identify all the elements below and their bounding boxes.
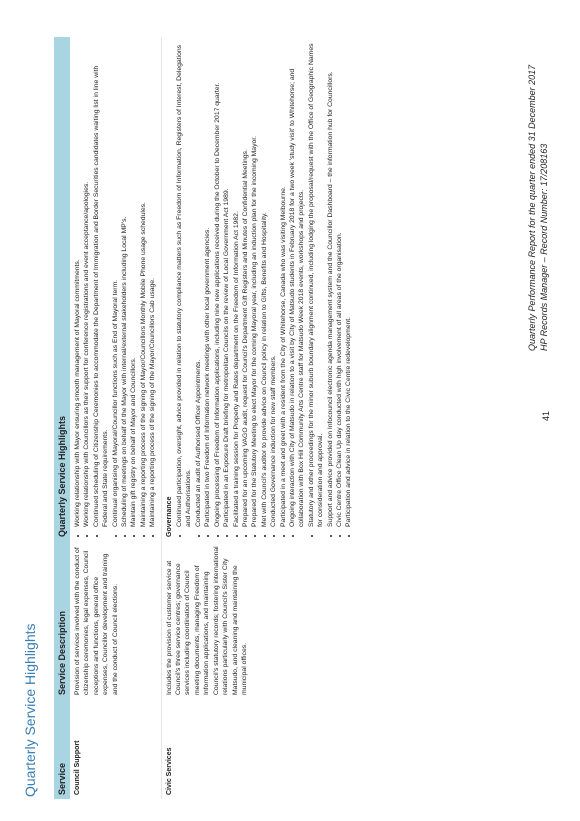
list-item: • Participated in an Exposure Draft briefing for metropolitan Councils on the review of Local Government Act 1989. — [222, 41, 231, 527]
highlights-table-wrapper — [54, 37, 357, 799]
group-title: Governance — [165, 496, 173, 537]
list-item: • Continual organising of Mayoral/Councillor functions such as End of Mayoral term. — [111, 41, 120, 527]
header-service-description: Service Description — [54, 541, 70, 699]
highlights-cell — [70, 37, 161, 541]
report-footer — [526, 65, 550, 351]
list-item: • Continued participation, oversight, advice provided in relation to statutory compliance matters such as Freedom of Information, Registers of Interest, Delegations and Authorisations. — [175, 41, 194, 527]
list-item: • Working relationship with Councillors as their support for conference registrations and event acceptance/apologies. — [82, 41, 91, 527]
list-item: • Support and advice provided on Infocouncil electronic agenda management system and the Councillor Dashboard – the information hub for Councillors. — [326, 41, 335, 527]
page-number: 41 — [541, 410, 551, 421]
service-name: Council Support — [74, 740, 81, 795]
list-item: • Statutory and other proceedings for the minor suburb boundary alignment continued, including lodging the proposal/request with the Office of Geographic Names for consideration and approval. — [307, 41, 326, 527]
list-item: • Maintaining a reporting process of the signing of Mayor/Councillors Monthly Mobile Phone usage schedules. — [139, 41, 148, 527]
list-item: • Scheduling of meetings on behalf of the Mayor with internal/external stakeholders including Local MP's. — [120, 41, 129, 527]
table-row — [161, 37, 357, 799]
list-item: • Continued scheduling of Citizenship Ceremonies to accommodate the Department of Immigration and Border Securities candidates waiting list in line with Federal and State requirements. — [92, 41, 111, 527]
list-item: • Participated in a meet and greet with a resident from the City of Whitehorse, Canada who was visiting Melbourne. — [279, 41, 288, 527]
service-description: Provision of services involved with the conduct of citizenship ceremonies, legal expenses, Council receptions and functions, general office expenses, Councillor development and training and the conduct of Council elections. — [74, 547, 119, 695]
list-item: • Maintaining a reporting process of the signing of the Mayor/Councillors Cab usage. — [148, 41, 157, 527]
highlights-cell — [161, 37, 357, 541]
header-service: Service — [54, 699, 70, 799]
list-item: • Met with Council's auditor to provide advice on Council policy in relation to Gifts, Benefits and Hospitality. — [260, 41, 269, 527]
list-item: • Facilitated a training session for Property and Rates department on the Freedom of Information Act 1982. — [232, 41, 241, 527]
list-item: • Working relationship with Mayor ensuring smooth management of Mayoral commitments. — [73, 41, 82, 527]
list-item: • Ongoing processing of Freedom of Information applications, including nine new applications received during the October to December 2017 quarter. — [213, 41, 222, 527]
header-quarterly-highlights: Quarterly Service Highlights — [54, 37, 70, 541]
highlights-table — [54, 37, 357, 799]
service-name: Civic Services — [161, 699, 357, 799]
highlights-list — [73, 41, 158, 537]
list-item: • Participation and advice in relation to the Civic Centre redevelopment. — [344, 41, 353, 527]
table-row — [70, 37, 161, 799]
list-item: • Conducted an audit of Authorised Officer Appointments. — [194, 41, 203, 527]
list-item: • Ongoing interaction with City of Matsudo in relation to a visit by City of Matsudo students in February 2018 for a two week 'study visit' to Whitehorse; and collaboration with Box Hill Community Arts Centre staff for Matsudo Week 2018 events, workshops and projects. — [288, 41, 307, 527]
highlights-list — [175, 41, 354, 537]
footer-record-number: HP Records Manager – Record Number: 17/208163 — [539, 143, 549, 351]
list-item: • Civic Centre Office Clean Up day conducted with high involvement of all areas of the organisation. — [335, 41, 344, 527]
table-header-row — [54, 37, 70, 799]
list-item: • Prepared for an upcoming VAGO audit, request for Council's Department Gift Registers and Minutes of Confidential Meetings. — [241, 41, 250, 527]
list-item: • Conducted Governance induction for new staff members. — [269, 41, 278, 527]
list-item: • Participated in two Freedom of Information network meetings with other local government agencies. — [203, 41, 212, 527]
page-heading: Quarterly Service Highlights — [22, 623, 38, 797]
service-description: Includes the provision of customer service at Council's three service centres; governance services including coordination of Council meeting documents, managing Freedom of Information applications, and maintaining Council's statutory records; fostering international relations particularly with Council's Sister City Matsudo, and cleaning and maintaining the municipal offices. — [161, 541, 357, 699]
list-item: • Prepared for the Statutory Meeting to elect Mayor for the coming Mayoral year, including an induction plan for the incoming Mayor. — [250, 41, 259, 527]
list-item: • Maintain gift registry on behalf of Mayor and Councillors. — [129, 41, 138, 527]
footer-report-title: Quarterly Performance Report for the quarter ended 31 December 2017 — [527, 64, 537, 351]
